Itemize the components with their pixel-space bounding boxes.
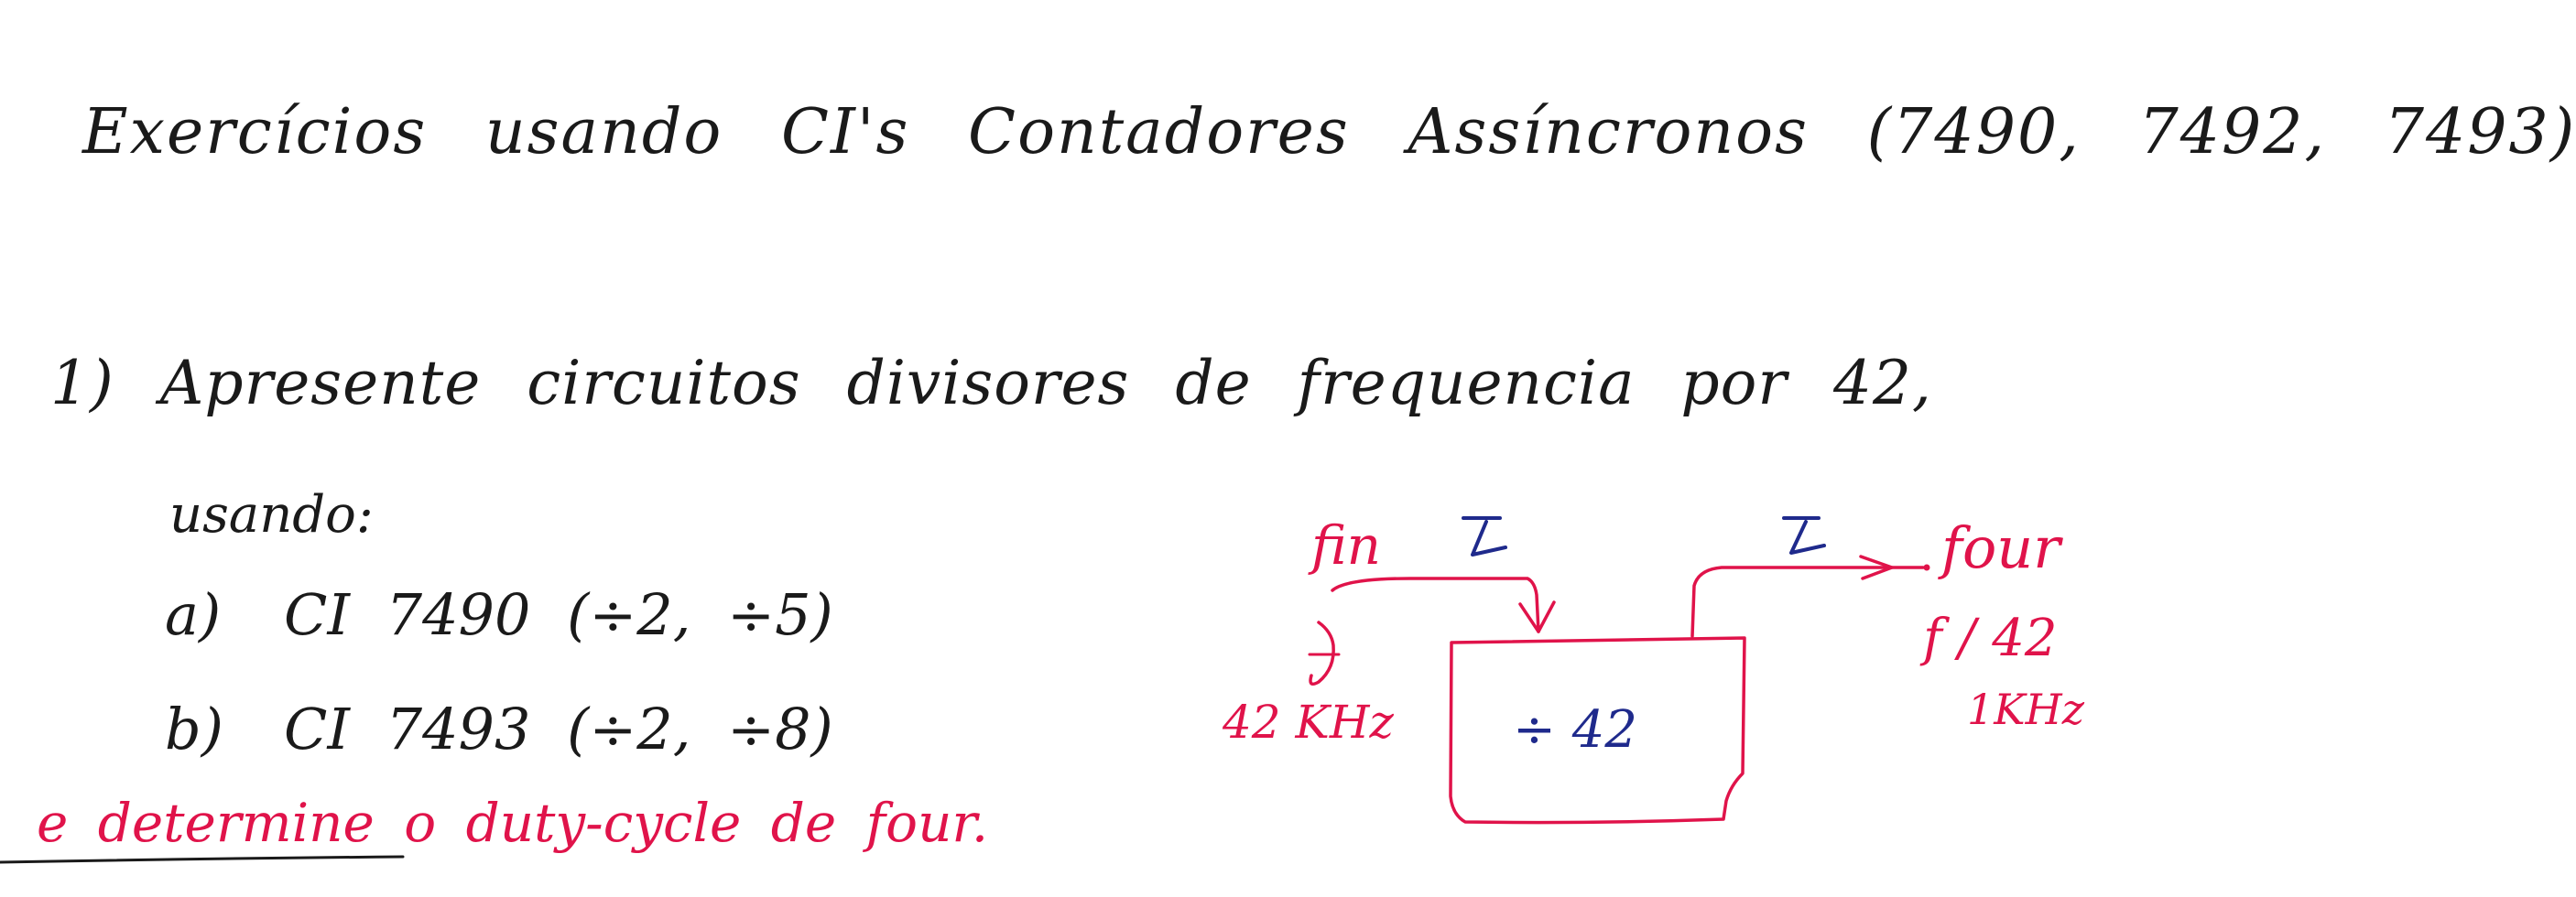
option-a-text: CI 7490 (÷2, ÷5) <box>284 581 833 648</box>
option-b-text: CI 7493 (÷2, ÷8) <box>284 696 833 762</box>
exercise-text: Apresente circuitos divisores de frequencia por 42, <box>159 348 1932 418</box>
input-wire <box>1332 578 1538 632</box>
input-label: fin <box>1311 514 1382 577</box>
duty-cycle-suffix: duty-cycle de four. <box>436 792 989 854</box>
input-clock-icon <box>1463 518 1505 555</box>
option-b-label: b) <box>165 696 223 762</box>
duty-cycle-highlight: o <box>404 792 437 854</box>
note-underline <box>0 857 403 862</box>
input-arrowhead <box>1520 602 1554 632</box>
option-a <box>165 581 833 648</box>
output-clock-icon <box>1784 518 1824 553</box>
option-a-label: a) <box>165 581 222 648</box>
output-frequency: 1KHz <box>1967 685 2084 734</box>
exercise-statement <box>50 348 1932 418</box>
using-label: usando: <box>169 485 374 545</box>
option-b <box>165 696 833 762</box>
output-arrowhead <box>1861 557 1892 578</box>
block-label: ÷ 42 <box>1513 700 1637 760</box>
output-expression: f / 42 <box>1923 609 2058 668</box>
duty-cycle-prefix: e determine <box>37 792 405 854</box>
exercise-number: 1) <box>50 348 114 418</box>
page-title: Exercícios usando CI's Contadores Assíncronos (7490, 7492, 7493) <box>82 96 2576 168</box>
duty-cycle-note <box>37 792 988 854</box>
input-frequency: 42 KHz <box>1223 696 1394 749</box>
output-wire <box>1692 567 1923 636</box>
output-label: four <box>1941 514 2060 581</box>
input-freq-mark <box>1310 622 1333 684</box>
